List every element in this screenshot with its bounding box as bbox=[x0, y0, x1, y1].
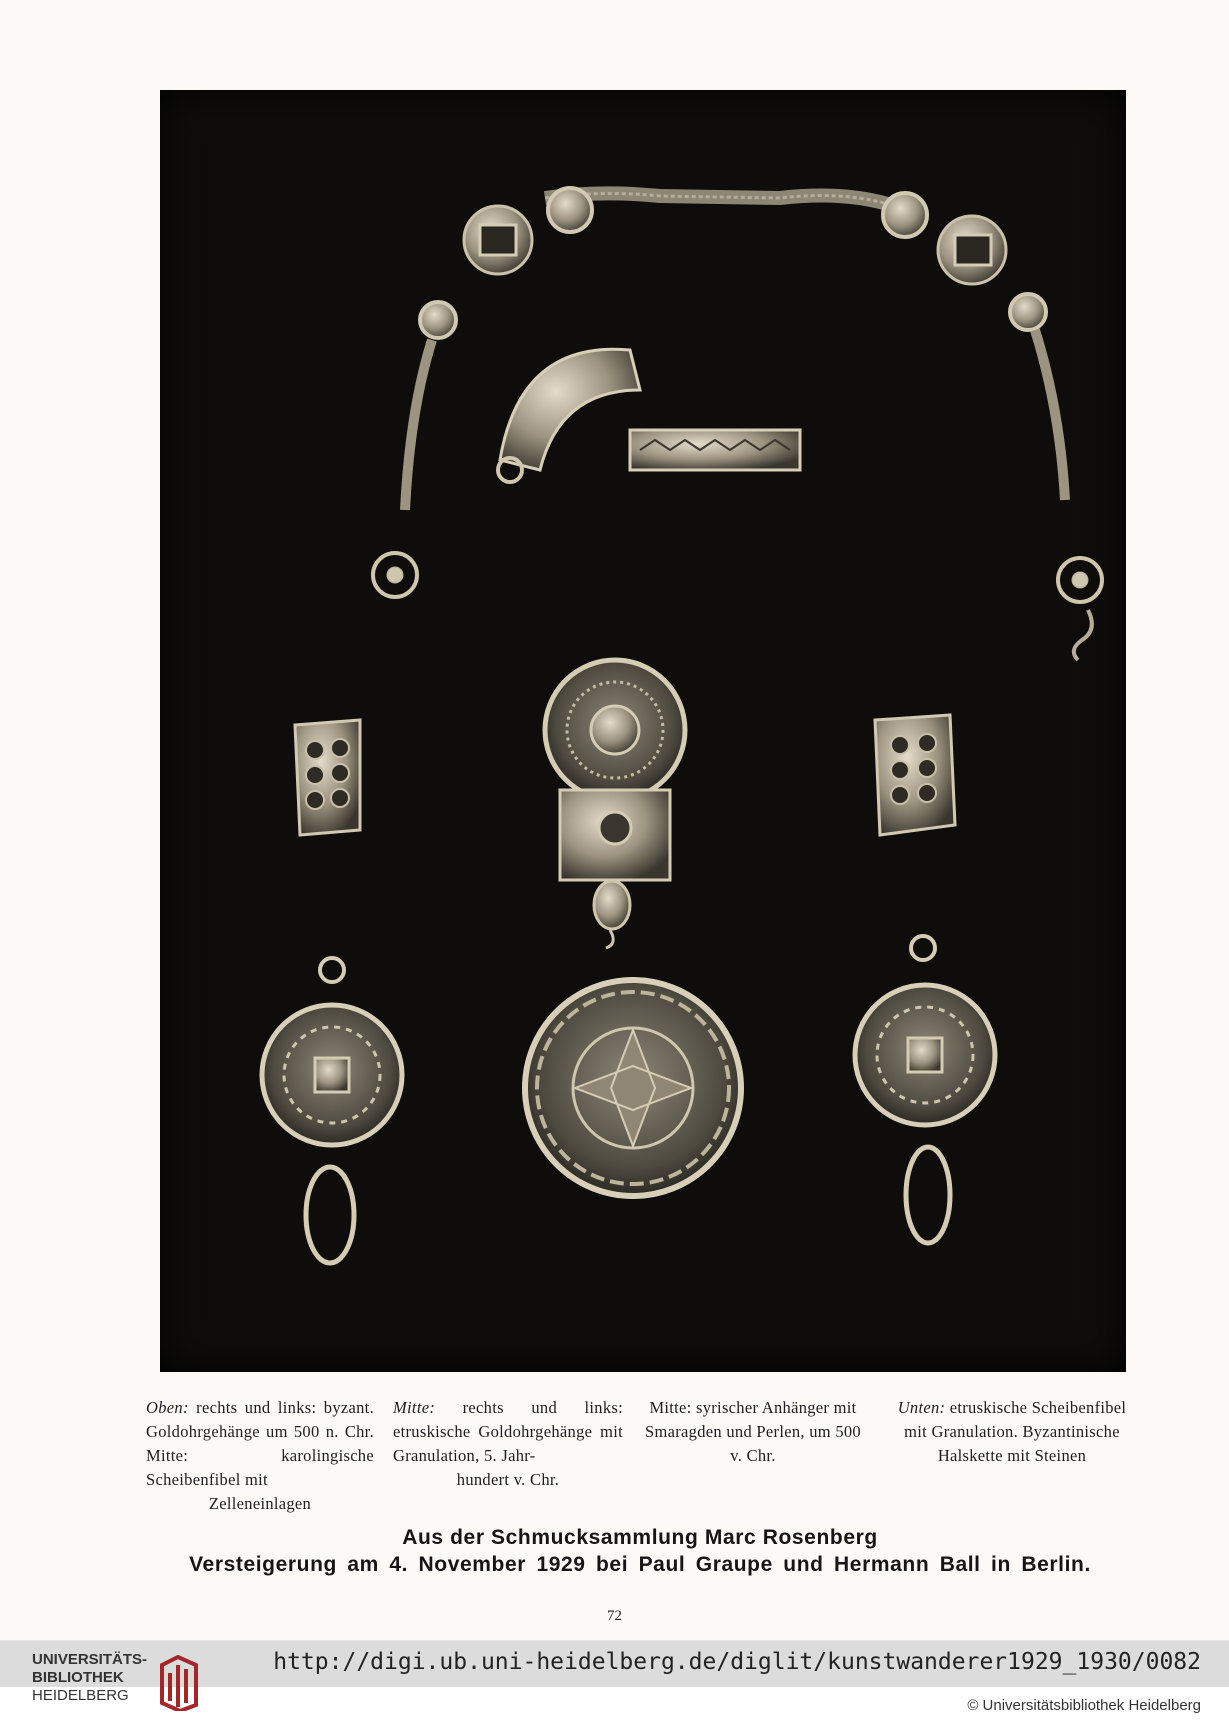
byzantine-earring-right bbox=[855, 936, 995, 1243]
syrian-pendant bbox=[545, 660, 685, 948]
page-title-line2: Versteigerung am 4. November 1929 bei Paul Graupe und Hermann Ball in Berlin. bbox=[189, 1553, 1091, 1576]
jewelry-illustration bbox=[160, 90, 1126, 1372]
caption-bottom bbox=[892, 1396, 1132, 1468]
library-footer bbox=[0, 1640, 1229, 1727]
etruscan-earring-left bbox=[295, 720, 360, 835]
caption-last-line: Zelleneinlagen bbox=[208, 1494, 312, 1513]
page-title-line1: Aus der Schmucksammlung Marc Rosenberg bbox=[402, 1526, 878, 1549]
etruscan-earring-right bbox=[875, 715, 955, 835]
jewelry-photograph bbox=[160, 90, 1126, 1372]
caption-middle-earrings bbox=[393, 1396, 623, 1492]
caption-text: rechts und links: byzant. Goldohrgehänge um 500 n. Chr. Mitte: karolingische Scheibenfibel mit bbox=[146, 1398, 374, 1489]
logo-line2: BIBLIOTHEK bbox=[32, 1669, 124, 1686]
caption-label-unten: Unten: bbox=[897, 1398, 946, 1417]
permalink-url[interactable]: http://digi.ub.uni-heidelberg.de/diglit/kunstwanderer1929_1930/0082 bbox=[273, 1649, 1201, 1675]
logo-line1: UNIVERSITÄTS- bbox=[32, 1651, 148, 1668]
library-logo-icon bbox=[156, 1655, 200, 1711]
bow-fibula bbox=[498, 349, 800, 482]
library-logo[interactable] bbox=[32, 1649, 182, 1719]
logo-line3: HEIDELBERG bbox=[32, 1687, 129, 1704]
etruscan-disk-fibula bbox=[525, 980, 741, 1196]
caption-columns bbox=[140, 1396, 1140, 1536]
copyright-notice: © Universitätsbibliothek Heidelberg bbox=[967, 1697, 1201, 1714]
byzantine-earring-left bbox=[262, 958, 402, 1263]
caption-text: rechts und links: etruskische Goldohrgehänge mit Granulation, 5. Jahr- bbox=[393, 1398, 623, 1465]
caption-label-oben: Oben: bbox=[146, 1398, 189, 1417]
caption-label-mitte: Mitte: bbox=[393, 1398, 436, 1417]
page-number: 72 bbox=[607, 1608, 622, 1624]
caption-middle-pendant bbox=[640, 1396, 866, 1468]
caption-text: Mitte: syrischer Anhänger mit Smaragden und Perlen, um 500 v. Chr. bbox=[645, 1398, 861, 1465]
byzantine-necklace bbox=[373, 188, 1102, 660]
caption-text: etruskische Scheibenfibel mit Granulation. Byzantinische Halskette mit Steinen bbox=[904, 1398, 1127, 1465]
caption-top bbox=[146, 1396, 374, 1516]
caption-last-line: hundert v. Chr. bbox=[456, 1470, 560, 1489]
